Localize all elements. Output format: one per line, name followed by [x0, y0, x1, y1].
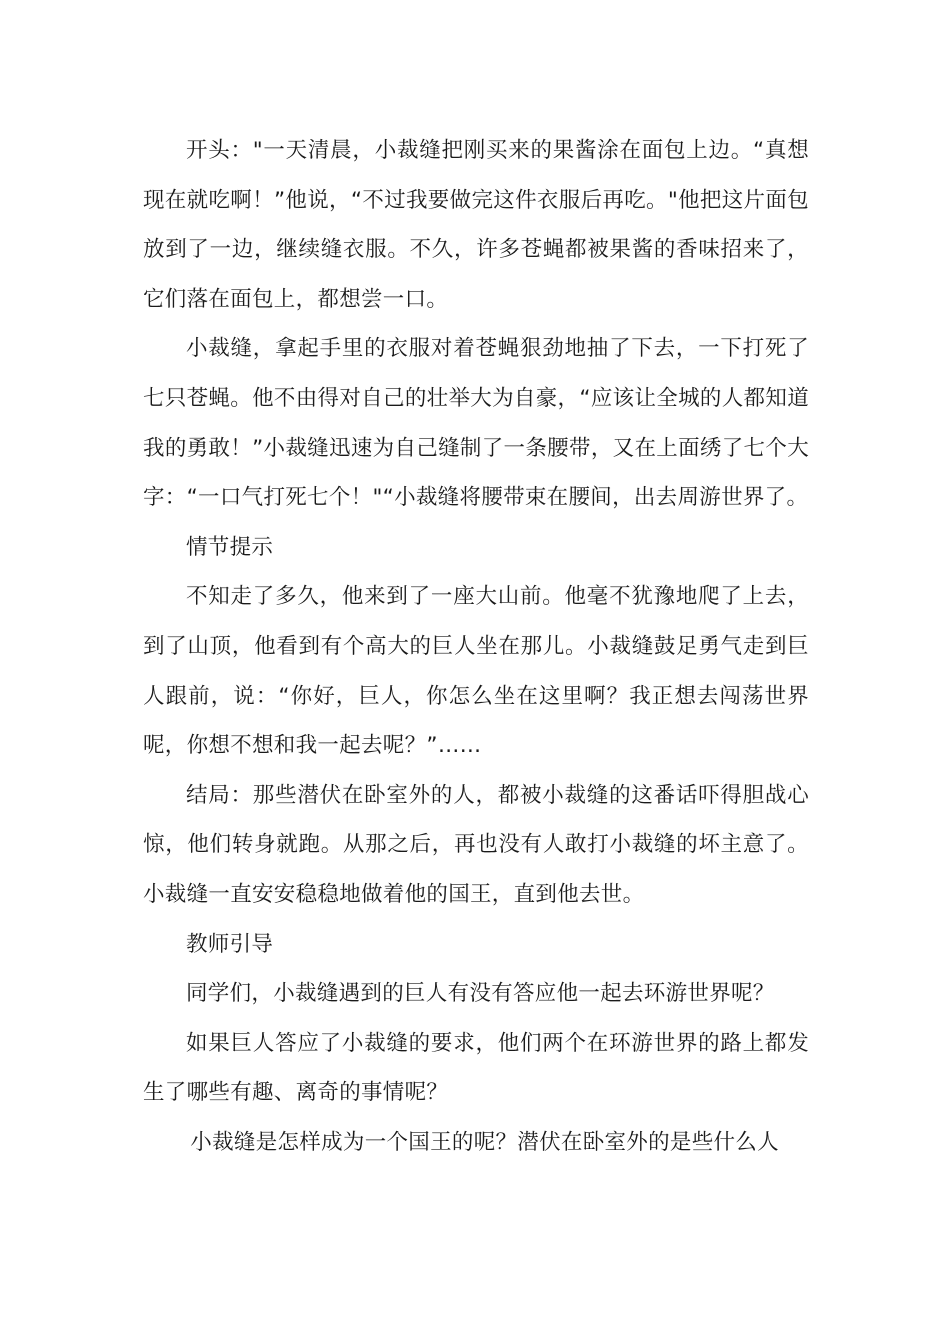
heading-teacher-guide: 教师引导 — [186, 931, 274, 957]
paragraph-question-3: 小裁缝是怎样成为一个国王的呢？潜伏在卧室外的是些什么人 — [190, 1129, 779, 1155]
paragraph-ending: 结局：那些潜伏在卧室外的人，都被小裁缝的这番话吓得胆战心惊，他们转身就跑。从那之后，再也没有人敢打小裁缝的坏主意了。小裁缝一直安安稳稳地做着他的国王，直到他去世。 — [143, 782, 809, 907]
paragraph-giant: 不知走了多久，他来到了一座大山前。他毫不犹豫地爬了上去，到了山顶，他看到有个高大的巨人坐在那儿。小裁缝鼓足勇气走到巨人跟前，说：“你好，巨人，你怎么坐在这里啊？我正想去闯荡世界呢，你想不想和我一起去呢？”…… — [143, 584, 809, 759]
heading-plot-hint: 情节提示 — [186, 534, 274, 560]
document-body — [143, 126, 809, 1167]
paragraph-flies: 小裁缝，拿起手里的衣服对着苍蝇狠劲地抽了下去，一下打死了七只苍蝇。他不由得对自己的壮举大为自豪，“应该让全城的人都知道我的勇敢！”小裁缝迅速为自己缝制了一条腰带，又在上面绣了七个大字：“一口气打死七个！"“小裁缝将腰带束在腰间，出去周游世界了。 — [143, 336, 809, 511]
paragraph-question-2: 如果巨人答应了小裁缝的要求，他们两个在环游世界的路上都发生了哪些有趣、离奇的事情呢？ — [143, 1030, 809, 1106]
paragraph-question-1: 同学们，小裁缝遇到的巨人有没有答应他一起去环游世界呢？ — [186, 981, 775, 1007]
paragraph-opening: 开头："一天清晨，小裁缝把刚买来的果酱涂在面包上边。“真想现在就吃啊！”他说，“不过我要做完这件衣服后再吃。"他把这片面包放到了一边，继续缝衣服。不久，许多苍蝇都被果酱的香味招来了，它们落在面包上，都想尝一口。 — [143, 138, 809, 312]
